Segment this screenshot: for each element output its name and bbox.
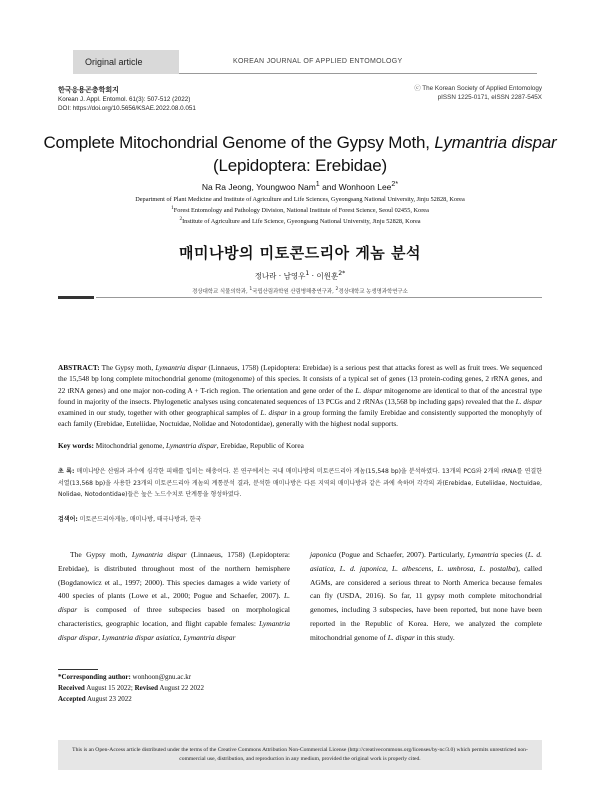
species-name: Lymantria dispar asiatica xyxy=(101,632,180,642)
kr-abstract-label: 초 록: xyxy=(58,468,75,475)
kr-abstract-text: 매미나방은 산림과 과수에 심각한 피해를 입히는 해충이다. 본 연구에서는 국내 매미나방의 미토콘드리아 게놈(15,548 bp)을 분석하였다. 13개의 PCG와 2개의 rRNA를 연결한 서열(13,568 bp)을 사용한 23개의 미토콘드리아 게놈의 계통분석 결과, 분석한 매미나방은 다른 지역의 매미나방과 같은 과에 속하며 각각의 과(Erebidae, Euteliidae, Noctuidae, Nolidae, Notodontidae)들은 높은 노드수치로 단계통을 형성하였다. xyxy=(58,468,542,498)
article-type-label: Original article xyxy=(85,57,143,67)
kr-keywords-text: 미토콘드리아게놈, 매미나방, 태극나방과, 한국 xyxy=(77,516,202,523)
body-text: in this study. xyxy=(414,632,455,642)
affil-sup: 1 xyxy=(171,205,174,211)
body-text: , xyxy=(385,563,392,573)
kr-author-last: · 이원훈 xyxy=(309,271,339,281)
body-text: ), called AGMs, are considered a serious threat to North America because females can fly (USDA, 2016). So far, 11 gypsy moth complete mitochondrial genomes, including 3 subspecies, have been reported, but none have been reported in the Republic of Korea. Here, we analyzed the complete mitochondrial genome of xyxy=(310,563,542,642)
section-divider-line xyxy=(96,297,542,298)
body-text: (Linnaeus, 1758) (Lepidoptera: Erebidae), is distributed throughout most of the northern hemisphere (Bogdanowicz et al., 1997; 2000). This species damages a wide variety of 400 species of plants (Lowe et al., 2000; Pogue and Schaefer, 2007). xyxy=(58,550,290,601)
author-sup: 2* xyxy=(391,180,399,188)
copyright-notice: ⓒ The Korean Society of Applied Entomology xyxy=(414,85,542,92)
revised-label: Revised xyxy=(134,683,158,692)
body-text: is composed of three subspecies based on morphological characteristics, geographic location, and flight capable females: xyxy=(58,605,290,628)
author-names: Na Ra Jeong, Youngwoo Nam xyxy=(201,181,316,192)
issn: pISSN 1225-0171, eISSN 2287-545X xyxy=(437,94,542,101)
kr-author-sup: 1 xyxy=(305,270,310,277)
author-sup: 1 xyxy=(315,180,320,188)
body-text: , xyxy=(333,563,340,573)
species-name: Lymantria dispar xyxy=(166,441,217,450)
footnote-rule xyxy=(58,669,98,670)
korean-authors xyxy=(40,270,560,282)
title-line1: Complete Mitochondrial Genome of the Gypsy Moth, xyxy=(43,133,435,152)
affil-text: Institute of Agriculture and Life Science, Gyeongsang National University, Jinju 52828, Korea xyxy=(182,218,421,226)
abstract-text: mitogenome are identical to that of the ancestral type found in majority of the insects. Phylogenetic analyses using concatenated sequences of 13 PCGs and 2 rRNAs (13,568 bp including gaps) revealed that the xyxy=(58,385,543,406)
license-text: This is an Open-Access article distributed under the terms of the Creative Commons Attribution Non-Commercial License (http://creativecommons.org/licenses/by-nc/3.0) which permits unrestricted non-commercial use, distribution, and reproduction in any medium, provided the original work is properly cited. xyxy=(72,747,528,762)
affiliation-1: Department of Plant Medicine and Institute of Agriculture and Life Sciences, Gyeongsang National University, Jinju 52828, Korea xyxy=(135,196,465,203)
korean-affiliations xyxy=(40,287,560,295)
species-name: Lymantria dispar xyxy=(155,363,207,372)
abstract xyxy=(58,362,542,430)
paper-title xyxy=(40,131,560,177)
received-date: August 15 2022; xyxy=(84,683,135,692)
journal-korean-name: 한국응용곤충학회지 xyxy=(58,87,119,94)
citation-block xyxy=(58,86,196,113)
body-text: , xyxy=(431,563,438,573)
article-type-tab xyxy=(73,50,179,74)
citation: Korean J. Appl. Entomol. 61(3): 507-512 (2022) xyxy=(58,96,191,103)
body-text: , xyxy=(179,632,184,642)
body-column-left xyxy=(58,548,290,645)
abstract-text: in a group forming the family Erebidae and consistently supported the monophyly of each family (Erebidae, Euteliidae, Noctuidae, Nolidae and Notodontidae), generally with the highest nodal supports. xyxy=(58,408,542,429)
species-name: Lymantria dispar xyxy=(183,632,236,642)
body-text: , xyxy=(473,563,480,573)
species-name: L. dispar xyxy=(355,385,383,395)
species-name: L. dispar xyxy=(515,396,543,406)
correspondence-footnote xyxy=(58,672,290,704)
species-name: L. dispar xyxy=(58,591,290,615)
revised-date: August 22 2022 xyxy=(157,683,205,692)
species-name: L. postalba xyxy=(479,563,516,573)
species-name: L. dispar xyxy=(387,632,415,642)
species-name: L. d. japonica xyxy=(339,563,386,573)
corr-label: *Corresponding author: xyxy=(58,673,131,681)
abstract-label: ABSTRACT: xyxy=(58,363,100,372)
corr-email[interactable]: wonhoon@gnu.ac.kr xyxy=(130,673,192,681)
accepted-date: August 23 2022 xyxy=(85,694,132,703)
journal-name: KOREAN JOURNAL OF APPLIED ENTOMOLOGY xyxy=(233,58,403,65)
body-text: The Gypsy moth, xyxy=(70,550,132,559)
kr-affil-b: 국립산림과학원 산림병해충연구과, xyxy=(252,289,336,295)
abstract-text: The Gypsy moth, xyxy=(99,363,156,372)
affil-text: Forest Entomology and Pathology Division, National Institute of Forest Science, Seoul 02455, Korea xyxy=(173,207,429,215)
species-name: Lymantria dispar dispar xyxy=(58,618,290,642)
korean-abstract xyxy=(58,466,542,501)
publisher-block xyxy=(400,84,542,102)
section-divider-bar xyxy=(58,296,94,299)
kr-affil-sup: 1 xyxy=(249,287,253,293)
kr-author-sup: 2* xyxy=(338,270,346,277)
kr-affil-sup: 2 xyxy=(335,287,339,293)
affil-sup: 2 xyxy=(179,216,183,223)
abstract-text: examined in our study, together with other geographical samples of xyxy=(58,408,261,418)
affiliation-2 xyxy=(40,204,560,215)
keywords-text: Mitochondrial genome, xyxy=(93,441,167,450)
body-text: (Pogue and Schaefer, 2007). Particularly, xyxy=(336,550,468,559)
body-column-right xyxy=(310,548,542,645)
received-label: Received xyxy=(58,683,85,692)
body-text: , xyxy=(98,632,102,642)
species-name: L. umbrosa xyxy=(437,563,474,573)
kr-keywords-label: 검색어: xyxy=(58,516,78,523)
species-name: Lymantria dispar xyxy=(131,550,187,559)
korean-title: 매미나방의 미토콘드리아 게놈 분석 xyxy=(178,244,422,262)
affiliation-3 xyxy=(40,215,560,226)
korean-keywords xyxy=(58,514,542,523)
doi-link[interactable]: DOI: https://doi.org/10.5656/KSAE.2022.08.0.051 xyxy=(58,105,196,112)
keywords xyxy=(58,441,542,450)
species-name: japonica xyxy=(310,550,337,559)
keywords-text: , Erebidae, Republic of Korea xyxy=(216,441,304,450)
kr-affil-c: 경상대학교 농생명과학연구소 xyxy=(338,289,408,295)
title-line2: (Lepidoptera: Erebidae) xyxy=(212,156,388,175)
species-name: Lymantria xyxy=(467,550,499,559)
affiliations xyxy=(40,195,560,226)
species-name: L. d. asiatica xyxy=(310,550,543,573)
license-box xyxy=(58,740,542,770)
kr-author-names: 정나라 · 남영우 xyxy=(254,271,306,281)
species-name: L. albescens xyxy=(391,563,432,573)
body-text: species ( xyxy=(498,550,528,559)
kr-affil-a: 경상대학교 식물의학과, xyxy=(192,289,250,295)
title-species: Lymantria dispar xyxy=(434,133,557,152)
journal-name-band xyxy=(179,50,537,74)
accepted-label: Accepted xyxy=(58,694,86,703)
keywords-label: Key words: xyxy=(58,441,94,450)
author-list xyxy=(40,180,560,192)
author-last: and Wonhoon Lee xyxy=(319,181,392,192)
species-name: L. dispar xyxy=(260,408,288,418)
abstract-text: (Linnaeus, 1758) (Lepidoptera: Erebidae) is a serious pest that attacks forest as well as fruit trees. We sequenced the 15,548 bp long complete mitochondrial genome (mitogenome) of this species. It consists of a typical set of genes (13 protein-coding genes, 2 rRNA genes, and 22 tRNA genes) and one major non-coding A + T-rich region. The orientation and gene order of the xyxy=(58,363,542,395)
